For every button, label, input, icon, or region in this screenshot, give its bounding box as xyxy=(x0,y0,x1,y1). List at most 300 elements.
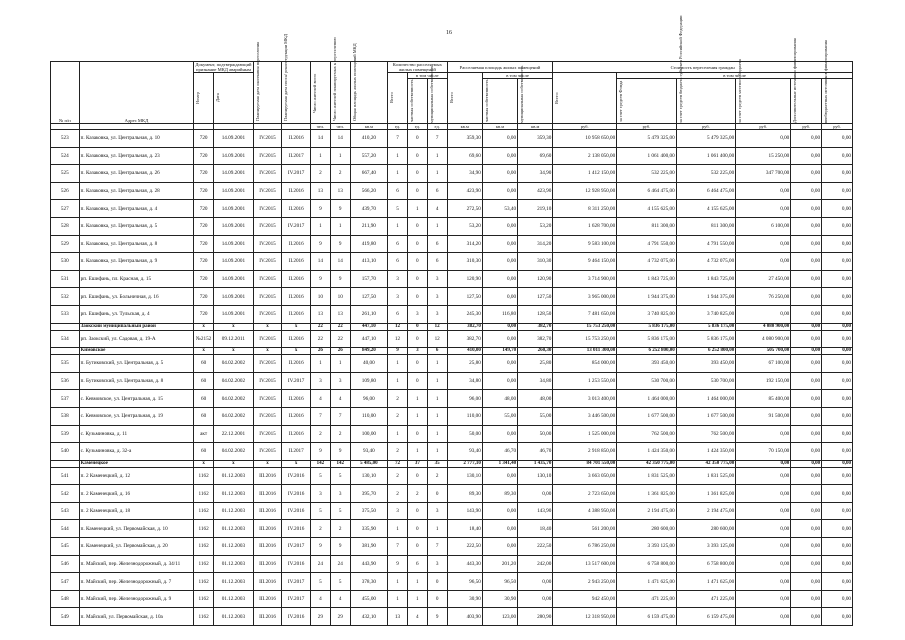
cost-fund-cell: 1 831 525,00 xyxy=(617,467,676,485)
count-municipal-cell: 7 xyxy=(427,130,447,148)
demolition-date-cell: II.2016 xyxy=(282,270,311,288)
doc-date-cell: 22.12.2001 xyxy=(214,425,254,443)
count-total-cell: 3 xyxy=(388,270,408,288)
cost-nonbudget-cell: 0,00 xyxy=(822,235,853,253)
area-municipal-cell: 127,50 xyxy=(518,288,553,306)
demolition-date-cell: II.2016 xyxy=(282,200,311,218)
relocation-end-cell: IV.2015 xyxy=(253,288,282,306)
area-total-cell: 96,00 xyxy=(447,390,482,408)
area-total-cell: 110,00 xyxy=(447,407,482,425)
area-total-cell: 50,00 xyxy=(447,425,482,443)
relocation-end-cell: III.2016 xyxy=(253,555,282,573)
group-row xyxy=(51,323,853,330)
count-private-cell: 1 xyxy=(407,573,427,591)
area-total-cell: 120,90 xyxy=(447,270,482,288)
total-area-cell: 40,00 xyxy=(350,355,387,373)
count-total-cell: 1 xyxy=(388,372,408,390)
row-number-cell: 529 xyxy=(51,235,80,253)
cost-nonbudget-cell: 0,00 xyxy=(822,348,853,355)
cost-extra-cell: 0,00 xyxy=(791,330,822,348)
residents-relocate-cell: 9 xyxy=(330,200,350,218)
residents-cell: 7 xyxy=(310,407,330,425)
demolition-date-cell: IV.2017 xyxy=(282,217,311,235)
relocation-end-cell: IV.2015 xyxy=(253,253,282,271)
address-cell: с. Кевмовское, ул. Центральная, д. 19 xyxy=(79,407,194,425)
demolition-date-cell: II.2016 xyxy=(282,305,311,323)
residents-cell: 10 xyxy=(310,288,330,306)
cost-nonbudget-cell: 0,00 xyxy=(822,147,853,165)
residents-cell: 2 xyxy=(310,425,330,443)
cost-nonbudget-cell: 0,00 xyxy=(822,130,853,148)
demolition-date-cell: II.2016 xyxy=(282,355,311,373)
cost-nonbudget-cell: 0,00 xyxy=(822,425,853,443)
col-area-sub-header: в том числе xyxy=(482,73,553,79)
cost-nonbudget-cell: 0,00 xyxy=(822,200,853,218)
residents-relocate-cell: 9 xyxy=(330,443,350,461)
count-total-cell: 2 xyxy=(388,390,408,408)
residents-relocate-cell: 3 xyxy=(330,485,350,503)
cost-total-cell: 12 928 950,00 xyxy=(553,182,617,200)
row-number-cell: 541 xyxy=(51,467,80,485)
relocation-end-cell: III.2016 xyxy=(253,608,282,626)
col-area-private-header: частная собственность xyxy=(482,79,517,124)
address-cell: п. Казаковка, ул. Центральная, д. 5 xyxy=(79,217,194,235)
doc-number-cell: 720 xyxy=(194,253,214,271)
address-cell: п. Бутиковский, ул. Центральная, д. 8 xyxy=(79,372,194,390)
relocation-end-cell: IV.2015 xyxy=(253,330,282,348)
count-total-cell: 1 xyxy=(388,147,408,165)
area-total-cell: 30,90 xyxy=(447,590,482,608)
count-private-cell: 0 xyxy=(407,330,427,348)
residents-cell: 14 xyxy=(310,130,330,148)
area-municipal-cell: 18,40 xyxy=(518,520,553,538)
area-private-cell: 0,00 xyxy=(482,520,517,538)
cost-regional-cell: 1 944 375,00 xyxy=(676,288,735,306)
relocation-end-cell: IV.2015 xyxy=(253,390,282,408)
demolition-date-cell: II.2016 xyxy=(282,235,311,253)
area-total-cell: 130,10 xyxy=(447,467,482,485)
area-private-cell: 0,00 xyxy=(482,147,517,165)
cost-total-cell: 4 388 950,00 xyxy=(553,502,617,520)
unit-cell: руб. xyxy=(822,124,853,130)
cost-fund-cell: 5 479 325,00 xyxy=(617,130,676,148)
cost-local-cell: 76 250,00 xyxy=(736,288,791,306)
count-total-cell: 2 xyxy=(388,485,408,503)
cost-fund-cell: 4 732 075,00 xyxy=(617,253,676,271)
cost-total-cell: 8 311 250,00 xyxy=(553,200,617,218)
demolition-date-cell: IV.2016 xyxy=(282,502,311,520)
area-private-cell: 0,00 xyxy=(482,372,517,390)
relocation-end-cell: IV.2015 xyxy=(253,305,282,323)
doc-number-cell: 720 xyxy=(194,147,214,165)
doc-date-cell: 04.02.2002 xyxy=(214,443,254,461)
doc-number-cell: 60 xyxy=(194,390,214,408)
area-total-cell: 310,30 xyxy=(447,253,482,271)
residents-relocate-cell: 4 xyxy=(330,390,350,408)
count-total-cell: 6 xyxy=(388,253,408,271)
cost-local-cell: 192 150,00 xyxy=(736,372,791,390)
cost-total-cell: 13 517 600,00 xyxy=(553,555,617,573)
count-private-cell: 0 xyxy=(407,323,427,330)
count-private-cell: 0 xyxy=(407,217,427,235)
row-number-cell: 547 xyxy=(51,573,80,591)
count-private-cell: 0 xyxy=(407,467,427,485)
cost-local-cell: 4 080 900,00 xyxy=(736,323,791,330)
demolition-date-cell: IV.2016 xyxy=(282,520,311,538)
residents-cell: 5 xyxy=(310,502,330,520)
table-row xyxy=(51,485,853,503)
count-total-cell: 9 xyxy=(388,348,408,355)
count-municipal-cell: 3 xyxy=(427,555,447,573)
cost-regional-cell: 530 700,00 xyxy=(676,372,735,390)
area-private-cell: 96,50 xyxy=(482,573,517,591)
table-row xyxy=(51,520,853,538)
cost-fund-cell: 1 361 825,00 xyxy=(617,485,676,503)
doc-date-cell: 14.09.2001 xyxy=(214,147,254,165)
area-municipal-cell: 25,80 xyxy=(518,355,553,373)
cost-local-cell: 347 700,00 xyxy=(736,165,791,183)
address-cell: п. 2 Каменецкий, д. 18 xyxy=(79,502,194,520)
area-private-cell: 0,00 xyxy=(482,182,517,200)
residents-relocate-cell: 4 xyxy=(330,590,350,608)
address-cell: п. Каменецкий, ул. Первомайская, д. 10 xyxy=(79,520,194,538)
cost-extra-cell: 0,00 xyxy=(791,485,822,503)
total-area-cell: 261,10 xyxy=(350,305,387,323)
area-total-cell: 245,30 xyxy=(447,305,482,323)
cost-total-cell: 3 965 000,00 xyxy=(553,288,617,306)
cost-nonbudget-cell: 0,00 xyxy=(822,520,853,538)
cost-extra-cell: 0,00 xyxy=(791,372,822,390)
count-municipal-cell: 1 xyxy=(427,520,447,538)
cost-nonbudget-cell: 0,00 xyxy=(822,253,853,271)
unit-cell: кв.м xyxy=(447,124,482,130)
count-municipal-cell: 0 xyxy=(427,573,447,591)
area-total-cell: 403,90 xyxy=(447,608,482,626)
total-area-cell: 419,80 xyxy=(350,235,387,253)
residents-cell: 142 xyxy=(310,460,330,467)
unit-cell: ед. xyxy=(427,124,447,130)
count-total-cell: 12 xyxy=(388,330,408,348)
unit-cell: ед. xyxy=(407,124,427,130)
area-total-cell: 382,70 xyxy=(447,323,482,330)
residents-cell: 3 xyxy=(310,485,330,503)
total-area-cell: 413,10 xyxy=(350,253,387,271)
cost-nonbudget-cell: 0,00 xyxy=(822,538,853,556)
table-row xyxy=(51,288,853,306)
row-number-cell xyxy=(51,323,80,330)
table-row xyxy=(51,372,853,390)
count-municipal-cell: 6 xyxy=(427,182,447,200)
col-local-header: за счет средств местного бюджета xyxy=(736,79,791,124)
count-municipal-cell: 6 xyxy=(427,348,447,355)
cost-extra-cell: 0,00 xyxy=(791,407,822,425)
cost-fund-cell: 1 061 400,00 xyxy=(617,147,676,165)
count-municipal-cell: 1 xyxy=(427,372,447,390)
cost-local-cell: 0,00 xyxy=(736,130,791,148)
cost-total-cell: 3 663 050,00 xyxy=(553,467,617,485)
address-cell: п. Казаковка, ул. Центральная, д. 9 xyxy=(79,253,194,271)
address-cell: рп. Заокский, ул. Садовая, д. 19-А xyxy=(79,330,194,348)
col-total-area-header: Общая площадь жилых помещений МКД xyxy=(350,62,387,124)
cost-local-cell: 505 700,00 xyxy=(736,348,791,355)
cost-total-cell: 1 628 700,00 xyxy=(553,217,617,235)
count-municipal-cell: 1 xyxy=(427,355,447,373)
cost-nonbudget-cell: 0,00 xyxy=(822,323,853,330)
area-total-cell: 143,90 xyxy=(447,502,482,520)
cost-nonbudget-cell: 0,00 xyxy=(822,182,853,200)
cost-nonbudget-cell: 0,00 xyxy=(822,573,853,591)
count-private-cell: 0 xyxy=(407,253,427,271)
total-area-cell: 110,00 xyxy=(350,407,387,425)
count-municipal-cell: 12 xyxy=(427,323,447,330)
residents-cell: 4 xyxy=(310,590,330,608)
row-number-cell: 549 xyxy=(51,608,80,626)
relocation-end-cell: IV.2015 xyxy=(253,443,282,461)
area-total-cell: 382,70 xyxy=(447,330,482,348)
count-private-cell: 1 xyxy=(407,443,427,461)
doc-date-cell: x xyxy=(214,348,254,355)
count-municipal-cell: 35 xyxy=(427,460,447,467)
col-premises-count-header: Количество расселяемых жилых помещений xyxy=(388,62,447,73)
cost-regional-cell: 1 677 500,00 xyxy=(676,407,735,425)
area-private-cell: 0,00 xyxy=(482,288,517,306)
residents-cell: 14 xyxy=(310,253,330,271)
cost-total-cell: 10 958 650,00 xyxy=(553,130,617,148)
area-municipal-cell: 359,30 xyxy=(518,130,553,148)
cost-local-cell: 0,00 xyxy=(736,200,791,218)
cost-fund-cell: 1 424 350,00 xyxy=(617,443,676,461)
col-cost-total-header: Всего: xyxy=(553,73,617,124)
cost-extra-cell: 0,00 xyxy=(791,355,822,373)
cost-nonbudget-cell: 0,00 xyxy=(822,460,853,467)
row-number-cell: 534 xyxy=(51,330,80,348)
area-municipal-cell: 50,00 xyxy=(518,425,553,443)
residents-relocate-cell: 24 xyxy=(330,555,350,573)
demolition-date-cell: IV.2016 xyxy=(282,608,311,626)
unit-cell: кв.м xyxy=(518,124,553,130)
demolition-date-cell: II.2016 xyxy=(282,130,311,148)
address-cell: с. Кузьминовка, д. 11 xyxy=(79,425,194,443)
unit-cell: руб. xyxy=(791,124,822,130)
cost-fund-cell: 3 393 125,00 xyxy=(617,538,676,556)
relocation-end-cell: III.2016 xyxy=(253,467,282,485)
table-row xyxy=(51,573,853,591)
total-area-cell: 566,20 xyxy=(350,182,387,200)
area-municipal-cell: 222,50 xyxy=(518,538,553,556)
row-number-cell: 546 xyxy=(51,555,80,573)
area-total-cell: 272,50 xyxy=(447,200,482,218)
residents-relocate-cell: 1 xyxy=(330,355,350,373)
count-total-cell: 3 xyxy=(388,288,408,306)
row-number-cell: 539 xyxy=(51,425,80,443)
cost-local-cell: 0,00 xyxy=(736,467,791,485)
residents-relocate-cell: 9 xyxy=(330,235,350,253)
row-number-cell: 543 xyxy=(51,502,80,520)
doc-number-cell: x xyxy=(194,323,214,330)
table-row xyxy=(51,270,853,288)
area-total-cell: 410,00 xyxy=(447,348,482,355)
cost-nonbudget-cell: 0,00 xyxy=(822,407,853,425)
demolition-date-cell: IV.2017 xyxy=(282,165,311,183)
row-number-cell xyxy=(51,460,80,467)
row-number-cell: 533 xyxy=(51,305,80,323)
demolition-date-cell: IV.2016 xyxy=(282,485,311,503)
doc-date-cell: 01.12.2003 xyxy=(214,608,254,626)
address-cell: п. Майский, пер. Железнодорожный, д. 9 xyxy=(79,590,194,608)
address-cell: п. Майский, ул. Первомайская, д. 10а xyxy=(79,608,194,626)
residents-relocate-cell: 29 xyxy=(330,608,350,626)
count-total-cell: 6 xyxy=(388,235,408,253)
doc-date-cell: 09.12.2011 xyxy=(214,330,254,348)
count-municipal-cell: 12 xyxy=(427,330,447,348)
doc-number-cell: 1162 xyxy=(194,538,214,556)
area-private-cell: 1 341,40 xyxy=(482,460,517,467)
residents-cell: 9 xyxy=(310,235,330,253)
area-municipal-cell: 48,00 xyxy=(518,390,553,408)
area-municipal-cell: 1 435,70 xyxy=(518,460,553,467)
unit-cell: чел. xyxy=(310,124,330,130)
cost-regional-cell: 811 300,00 xyxy=(676,217,735,235)
table-row xyxy=(51,182,853,200)
cost-local-cell: 27 450,00 xyxy=(736,270,791,288)
row-number-cell: 532 xyxy=(51,288,80,306)
table-row xyxy=(51,502,853,520)
doc-date-cell: 14.09.2001 xyxy=(214,253,254,271)
area-private-cell: 53,40 xyxy=(482,200,517,218)
cost-local-cell: 67 100,00 xyxy=(736,355,791,373)
address-cell: п. Майский, пер. Железнодорожный, д. 7 xyxy=(79,573,194,591)
unit-cell: кв.м xyxy=(482,124,517,130)
count-private-cell: 1 xyxy=(407,590,427,608)
cost-regional-cell: 5 836 175,00 xyxy=(676,323,735,330)
relocation-end-cell: IV.2015 xyxy=(253,182,282,200)
col-num-header: № п/п xyxy=(51,62,80,124)
area-municipal-cell: 382,70 xyxy=(518,330,553,348)
residents-cell: 22 xyxy=(310,330,330,348)
cost-regional-cell: 1 471 625,00 xyxy=(676,573,735,591)
cost-total-cell: 854 000,00 xyxy=(553,355,617,373)
cost-nonbudget-cell: 0,00 xyxy=(822,608,853,626)
doc-date-cell: 01.12.2003 xyxy=(214,538,254,556)
residents-cell: 13 xyxy=(310,182,330,200)
total-area-cell: 849,20 xyxy=(350,348,387,355)
row-number-cell: 538 xyxy=(51,407,80,425)
residents-cell: 24 xyxy=(310,555,330,573)
doc-date-cell: 14.09.2001 xyxy=(214,235,254,253)
area-private-cell: 149,70 xyxy=(482,348,517,355)
unit-cell: ед. xyxy=(388,124,408,130)
relocation-end-cell: IV.2015 xyxy=(253,372,282,390)
cost-nonbudget-cell: 0,00 xyxy=(822,443,853,461)
doc-date-cell: 01.12.2003 xyxy=(214,467,254,485)
demolition-date-cell: II.2016 xyxy=(282,407,311,425)
count-municipal-cell: 3 xyxy=(427,288,447,306)
count-total-cell: 7 xyxy=(388,538,408,556)
area-private-cell: 0,00 xyxy=(482,538,517,556)
count-municipal-cell: 0 xyxy=(427,485,447,503)
count-private-cell: 0 xyxy=(407,538,427,556)
doc-date-cell: x xyxy=(214,323,254,330)
area-private-cell: 48,00 xyxy=(482,390,517,408)
address-cell: п. Казаковка, ул. Центральная, д. 4 xyxy=(79,200,194,218)
count-municipal-cell: 0 xyxy=(427,590,447,608)
col-area-municipal-header: муниципальная собственность xyxy=(518,79,553,124)
col-address-header: Адрес МКД xyxy=(79,62,194,124)
address-cell: рп. Ешифань, ул. Больничная, д. 16 xyxy=(79,288,194,306)
count-municipal-cell: 1 xyxy=(427,390,447,408)
count-total-cell: 1 xyxy=(388,355,408,373)
col-fund-header: за счет средств Фонда xyxy=(617,79,676,124)
residents-cell: 1 xyxy=(310,355,330,373)
relocation-end-cell: IV.2015 xyxy=(253,235,282,253)
doc-date-cell: 01.12.2003 xyxy=(214,590,254,608)
relocation-end-cell: IV.2015 xyxy=(253,147,282,165)
cost-total-cell: 2 943 250,00 xyxy=(553,573,617,591)
relocation-end-cell: x xyxy=(253,323,282,330)
relocation-end-cell: III.2016 xyxy=(253,485,282,503)
residents-relocate-cell: 22 xyxy=(330,323,350,330)
count-municipal-cell: 6 xyxy=(427,253,447,271)
doc-date-cell: 14.09.2001 xyxy=(214,305,254,323)
area-municipal-cell: 423,90 xyxy=(518,182,553,200)
doc-date-cell: 14.09.2001 xyxy=(214,200,254,218)
relocation-end-cell: IV.2015 xyxy=(253,217,282,235)
address-cell: п. 2 Каменецкий, д. 16 xyxy=(79,485,194,503)
table-row xyxy=(51,608,853,626)
area-municipal-cell: 219,10 xyxy=(518,200,553,218)
doc-date-cell: 01.12.2003 xyxy=(214,502,254,520)
area-private-cell: 0,00 xyxy=(482,355,517,373)
cost-nonbudget-cell: 0,00 xyxy=(822,330,853,348)
row-number-cell: 523 xyxy=(51,130,80,148)
cost-regional-cell: 1 843 725,00 xyxy=(676,270,735,288)
cost-regional-cell: 1 361 825,00 xyxy=(676,485,735,503)
cost-nonbudget-cell: 0,00 xyxy=(822,305,853,323)
unit-cell: чел. xyxy=(330,124,350,130)
demolition-date-cell: x xyxy=(282,323,311,330)
col-residents-header: Число жителей всего xyxy=(310,62,330,124)
cost-total-cell: 15 753 250,00 xyxy=(553,323,617,330)
relocation-end-cell: x xyxy=(253,460,282,467)
residents-cell: 9 xyxy=(310,200,330,218)
cost-fund-cell: 280 600,00 xyxy=(617,520,676,538)
doc-date-cell: 14.09.2001 xyxy=(214,182,254,200)
address-cell: с. Кузьминовка, д. 32-а xyxy=(79,443,194,461)
count-private-cell: 0 xyxy=(407,355,427,373)
doc-date-cell: 04.02.2002 xyxy=(214,407,254,425)
total-area-cell: 557,20 xyxy=(350,147,387,165)
col-nonbudget-header: внебюджетных источников финансирования xyxy=(822,79,853,124)
area-total-cell: 127,50 xyxy=(447,288,482,306)
doc-number-cell: 1162 xyxy=(194,590,214,608)
count-private-cell: 0 xyxy=(407,235,427,253)
address-cell: рп. Ешифань, ул. Тульская, д. 4 xyxy=(79,305,194,323)
count-private-cell: 0 xyxy=(407,130,427,148)
cost-local-cell: 85 400,00 xyxy=(736,390,791,408)
count-private-cell: 1 xyxy=(407,390,427,408)
cost-fund-cell: 5 836 175,00 xyxy=(617,330,676,348)
cost-extra-cell: 0,00 xyxy=(791,305,822,323)
unit-cell: руб. xyxy=(553,124,617,130)
row-number-cell: 525 xyxy=(51,165,80,183)
demolition-date-cell: IV.2017 xyxy=(282,372,311,390)
cost-total-cell: 942 450,00 xyxy=(553,590,617,608)
count-private-cell: 0 xyxy=(407,165,427,183)
col-count-municipal-header: муниципальная собственность xyxy=(427,79,447,124)
cost-total-cell: 2 138 050,00 xyxy=(553,147,617,165)
count-total-cell: 9 xyxy=(388,555,408,573)
count-total-cell: 72 xyxy=(388,460,408,467)
